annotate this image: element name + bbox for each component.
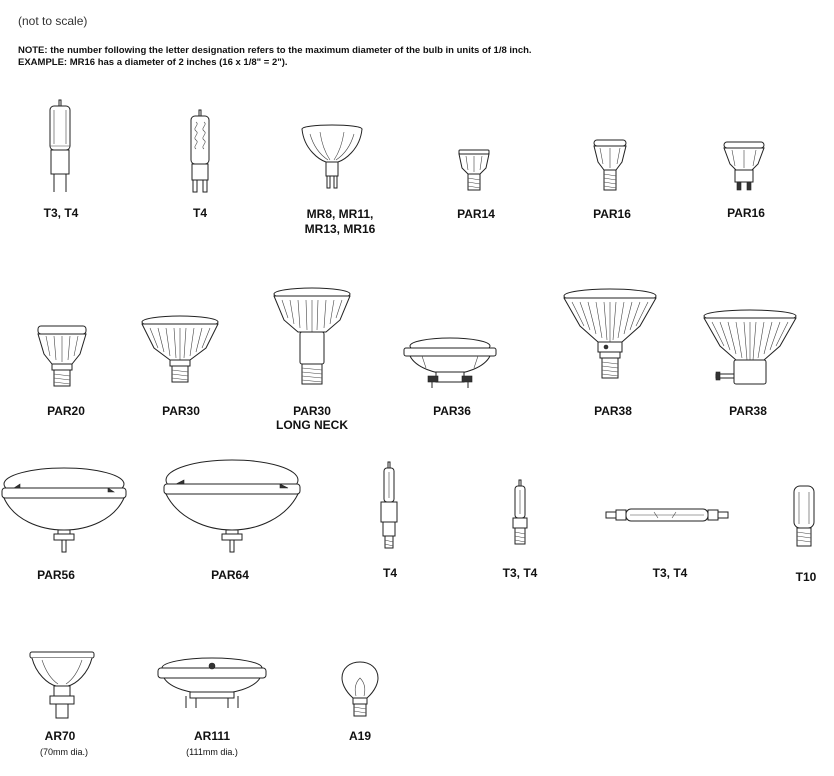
a19-bulb-icon (340, 660, 380, 720)
t4-long-label: T4 (382, 566, 398, 580)
ar111-label: AR111 (193, 729, 231, 743)
t3-t4-double-ended-label: T3, T4 (652, 566, 688, 580)
t3-t4-bipin-label: T3, T4 (43, 206, 79, 220)
a19-label: A19 (348, 729, 372, 743)
ar70-bulb-icon (28, 650, 96, 720)
mr-label-line2: MR13, MR16 (304, 222, 376, 236)
note-line-1: NOTE: the number following the letter designation refers to the maximum diameter of the bulb in units of 1/8 inch. (18, 45, 532, 56)
scale-note: (not to scale) (18, 14, 88, 28)
t3-t4-candelabra-label: T3, T4 (502, 566, 538, 580)
par64-label: PAR64 (211, 568, 249, 582)
par30-long-neck-bulb-icon (272, 286, 352, 386)
par30-long-neck-label-line2: LONG NECK (276, 418, 348, 432)
par20-bulb-icon (34, 324, 90, 390)
par20-label: PAR20 (47, 404, 85, 418)
par38-medium-bulb-icon (562, 286, 658, 386)
t3-t4-double-ended-bulb-icon (604, 504, 730, 526)
par14-bulb-icon (456, 148, 492, 192)
par30-bulb-icon (140, 314, 220, 384)
t3-t4-candelabra-bulb-icon (508, 478, 532, 548)
ar111-diameter-note: (111mm dia.) (186, 747, 238, 757)
t10-label: T10 (795, 570, 817, 584)
par38-side-prong-bulb-icon (700, 308, 798, 388)
ar70-diameter-note: (70mm dia.) (39, 747, 89, 757)
diameter-note (18, 45, 532, 69)
par30-long-neck-label-line1: PAR30 (293, 404, 331, 418)
par16-gu10-label: PAR16 (727, 206, 765, 220)
t4-bipin-label: T4 (192, 206, 208, 220)
par64-bulb-icon (162, 458, 302, 558)
par36-bulb-icon (402, 334, 498, 390)
par36-label: PAR36 (433, 404, 471, 418)
par56-bulb-icon (0, 464, 128, 564)
par16-gu10-bulb-icon (720, 140, 768, 192)
mr-bulb-icon (300, 124, 364, 190)
mr-label-line1: MR8, MR11, (306, 207, 374, 221)
par16-medium-label: PAR16 (593, 207, 631, 221)
t3-t4-bipin-bulb-icon (40, 98, 80, 194)
par38-side-prong-label: PAR38 (729, 404, 767, 418)
note-line-2: EXAMPLE: MR16 has a diameter of 2 inches (16 x 1/8" = 2"). (18, 57, 288, 68)
par16-medium-bulb-icon (590, 138, 630, 192)
t4-bipin-bulb-icon (182, 108, 218, 194)
t4-long-bulb-icon (376, 460, 402, 552)
par30-label: PAR30 (162, 404, 200, 418)
par14-label: PAR14 (457, 207, 495, 221)
t10-bulb-icon (790, 484, 818, 550)
par38-medium-label: PAR38 (594, 404, 632, 418)
ar70-label: AR70 (44, 729, 76, 743)
par56-label: PAR56 (37, 568, 75, 582)
ar111-bulb-icon (156, 654, 268, 710)
